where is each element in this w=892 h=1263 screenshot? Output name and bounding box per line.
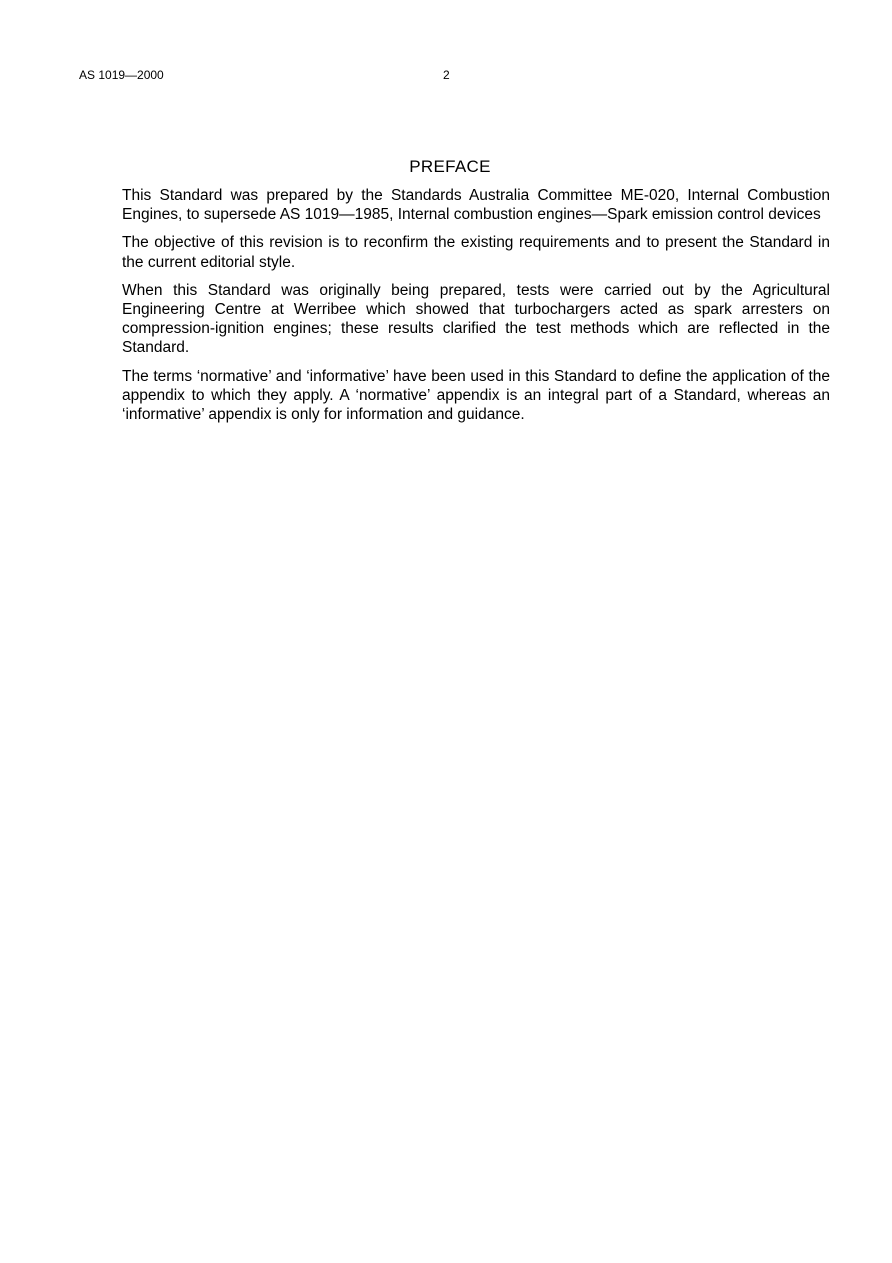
preface-body (122, 186, 830, 433)
paragraph-objective: The objective of this revision is to reconfirm the existing requirements and to present the Standard in the current editorial style. (122, 234, 830, 271)
page-number: 2 (443, 68, 450, 82)
paragraph-tests: When this Standard was originally being prepared, tests were carried out by the Agricultural Engineering Centre at Werribee which showed that turbochargers acted as spark arresters on compression-ignition engines; these results clarified the test methods which are reflected in the Standard. (122, 281, 830, 357)
section-title: PREFACE (409, 157, 491, 176)
document-id: AS 1019—2000 (79, 68, 164, 82)
paragraph-committee: This Standard was prepared by the Standards Australia Committee ME-020, Internal Combustion Engines, to supersede AS 1019—1985, Internal combustion engines—Spark emission control devices (122, 187, 830, 224)
paragraph-terms: The terms ‘normative’ and ‘informative’ have been used in this Standard to define the application of the appendix to which they apply. A ‘normative’ appendix is an integral part of a Standard, whereas an ‘informative’ appendix is only for information and guidance. (122, 367, 830, 424)
page-header (79, 68, 819, 84)
